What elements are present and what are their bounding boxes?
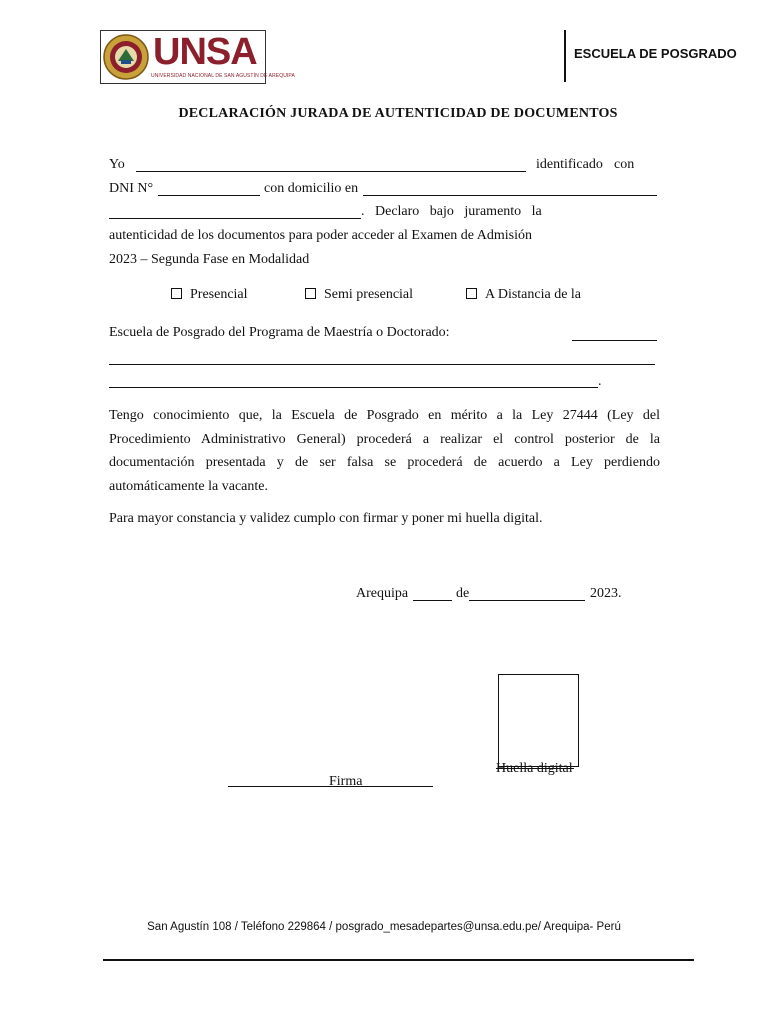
header-divider <box>564 30 566 82</box>
fingerprint-box[interactable] <box>498 674 579 767</box>
document-title: DECLARACIÓN JURADA DE AUTENTICIDAD DE DOCUMENTOS <box>178 106 618 121</box>
footer-contact: San Agustín 108 / Teléfono 229864 / posgrado_mesadepartes@unsa.edu.pe/ Arequipa- Perú <box>147 921 621 933</box>
program-blank-3[interactable] <box>109 387 598 388</box>
month-blank[interactable] <box>469 600 585 601</box>
program-blank[interactable] <box>572 340 657 341</box>
label-city: Arequipa <box>356 586 409 601</box>
checkbox-icon[interactable] <box>171 288 182 299</box>
university-seal-icon <box>103 33 149 81</box>
option-semi-presencial[interactable]: Semi presencial <box>305 287 413 303</box>
label-dni: DNI N° <box>109 181 154 196</box>
dni-blank[interactable] <box>158 195 260 196</box>
label-firma: Firma <box>329 774 363 789</box>
checkbox-icon[interactable] <box>466 288 477 299</box>
name-blank[interactable] <box>136 171 526 172</box>
label-domicilio: con domicilio en <box>264 181 359 196</box>
label-year: 2023. <box>590 586 622 601</box>
paragraph-constancia: Para mayor constancia y validez cumplo con firmar y poner mi huella digital. <box>109 511 543 526</box>
label-de: de <box>456 586 470 601</box>
label-identificado: identificado <box>536 157 603 172</box>
label-declaro: . Declaro bajo juramento la <box>361 204 542 219</box>
huella-line <box>496 768 574 769</box>
checkbox-icon[interactable] <box>305 288 316 299</box>
address-blank-2[interactable] <box>109 218 361 219</box>
label-con: con <box>614 157 635 172</box>
option-distancia[interactable]: A Distancia de la <box>466 287 581 303</box>
logo-text: UNSA <box>153 31 257 73</box>
address-blank[interactable] <box>363 195 657 196</box>
school-name: ESCUELA DE POSGRADO <box>574 46 737 61</box>
text-modalidad: 2023 – Segunda Fase en Modalidad <box>109 252 310 267</box>
unsa-logo <box>100 30 295 84</box>
program-blank-2[interactable] <box>109 364 655 365</box>
text-autenticidad: autenticidad de los documentos para poder acceder al Examen de Admisión <box>109 228 532 243</box>
label-yo: Yo <box>109 157 125 172</box>
footer-rule <box>103 959 694 961</box>
period: . <box>598 374 602 389</box>
paragraph-conocimiento: Tengo conocimiento que, la Escuela de Posgrado en mérito a la Ley 27444 (Ley del Procedimiento Administrativo General) procederá a realizar el control posterior de la documentación presentada y de ser falsa se procederá de acuerdo a Ley perdiendo automáticamente la vacante. <box>109 408 660 494</box>
label-escuela: Escuela de Posgrado del Programa de Maestría o Doctorado: <box>109 325 450 340</box>
label-huella: Huella digital <box>496 761 573 776</box>
day-blank[interactable] <box>413 600 452 601</box>
logo-subtitle: UNIVERSIDAD NACIONAL DE SAN AGUSTÍN DE AREQUIPA <box>151 73 295 79</box>
option-presencial[interactable]: Presencial <box>171 287 248 303</box>
